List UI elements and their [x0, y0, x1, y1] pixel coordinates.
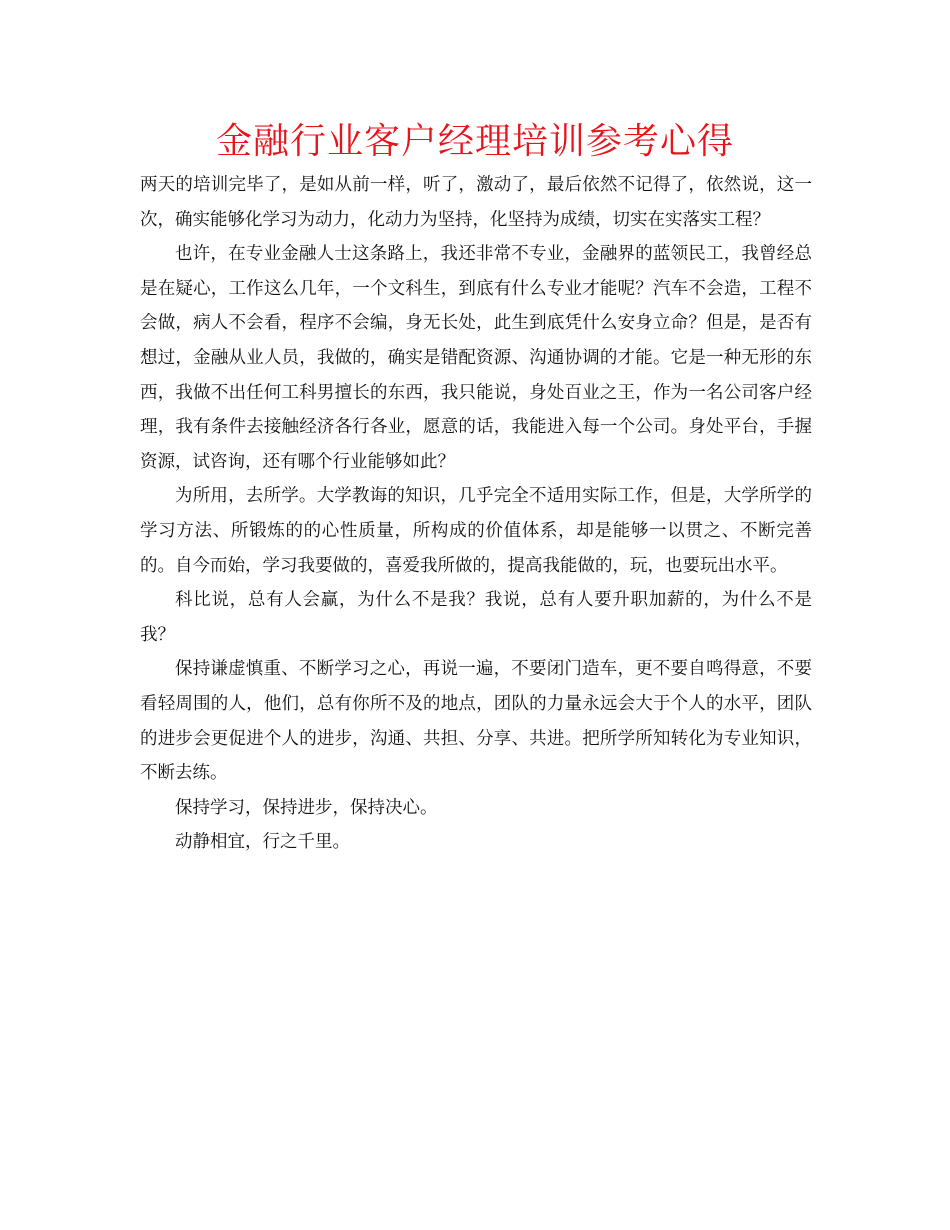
paragraph-5: 保持谦虚慎重、不断学习之心，再说一遍，不要闭门造车，更不要自鸣得意，不要看轻周围的人，他们，总有你所不及的地点，团队的力量永远会大于个人的水平，团队的进步会更促进个人的进步，沟通、共担、分享、共进。把所学所知转化为专业知识，不断去练。	[140, 659, 812, 784]
document-title: 金融行业客户经理培训参考心得	[215, 121, 734, 162]
paragraph-1: 两天的培训完毕了，是如从前一样，听了，激动了，最后依然不记得了，依然说，这一次，确实能够化学习为动力，化动力为坚持，化坚持为成绩，切实在实落实工程？	[140, 175, 812, 230]
document-body	[140, 168, 812, 860]
paragraph-7: 动静相宜，行之千里。	[175, 832, 350, 853]
paragraph-6: 保持学习，保持进步，保持决心。	[175, 797, 438, 818]
paragraph-3: 为所用，去所学。大学教诲的知识，几乎完全不适用实际工作，但是，大学所学的学习方法、所锻炼的的心性质量，所构成的价值体系，却是能够一以贯之、不断完善的。自今而始，学习我要做的，喜爱我所做的，提高我能做的，玩，也要玩出水平。	[140, 486, 812, 576]
paragraph-2: 也许，在专业金融人士这条路上，我还非常不专业，金融界的蓝领民工，我曾经总是在疑心，工作这么几年，一个文科生，到底有什么专业才能呢？汽车不会造，工程不会做，病人不会看，程序不会编，身无长处，此生到底凭什么安身立命？但是，是否有想过，金融从业人员，我做的，确实是错配资源、沟通协调的才能。它是一种无形的东西，我做不出任何工科男擅长的东西，我只能说，身处百业之王，作为一名公司客户经理，我有条件去接触经济各行各业，愿意的话，我能进入每一个公司。身处平台，手握资源，试咨询，还有哪个行业能够如此？	[140, 244, 812, 472]
paragraph-4: 科比说，总有人会赢，为什么不是我？我说，总有人要升职加薪的，为什么不是我？	[140, 590, 812, 645]
